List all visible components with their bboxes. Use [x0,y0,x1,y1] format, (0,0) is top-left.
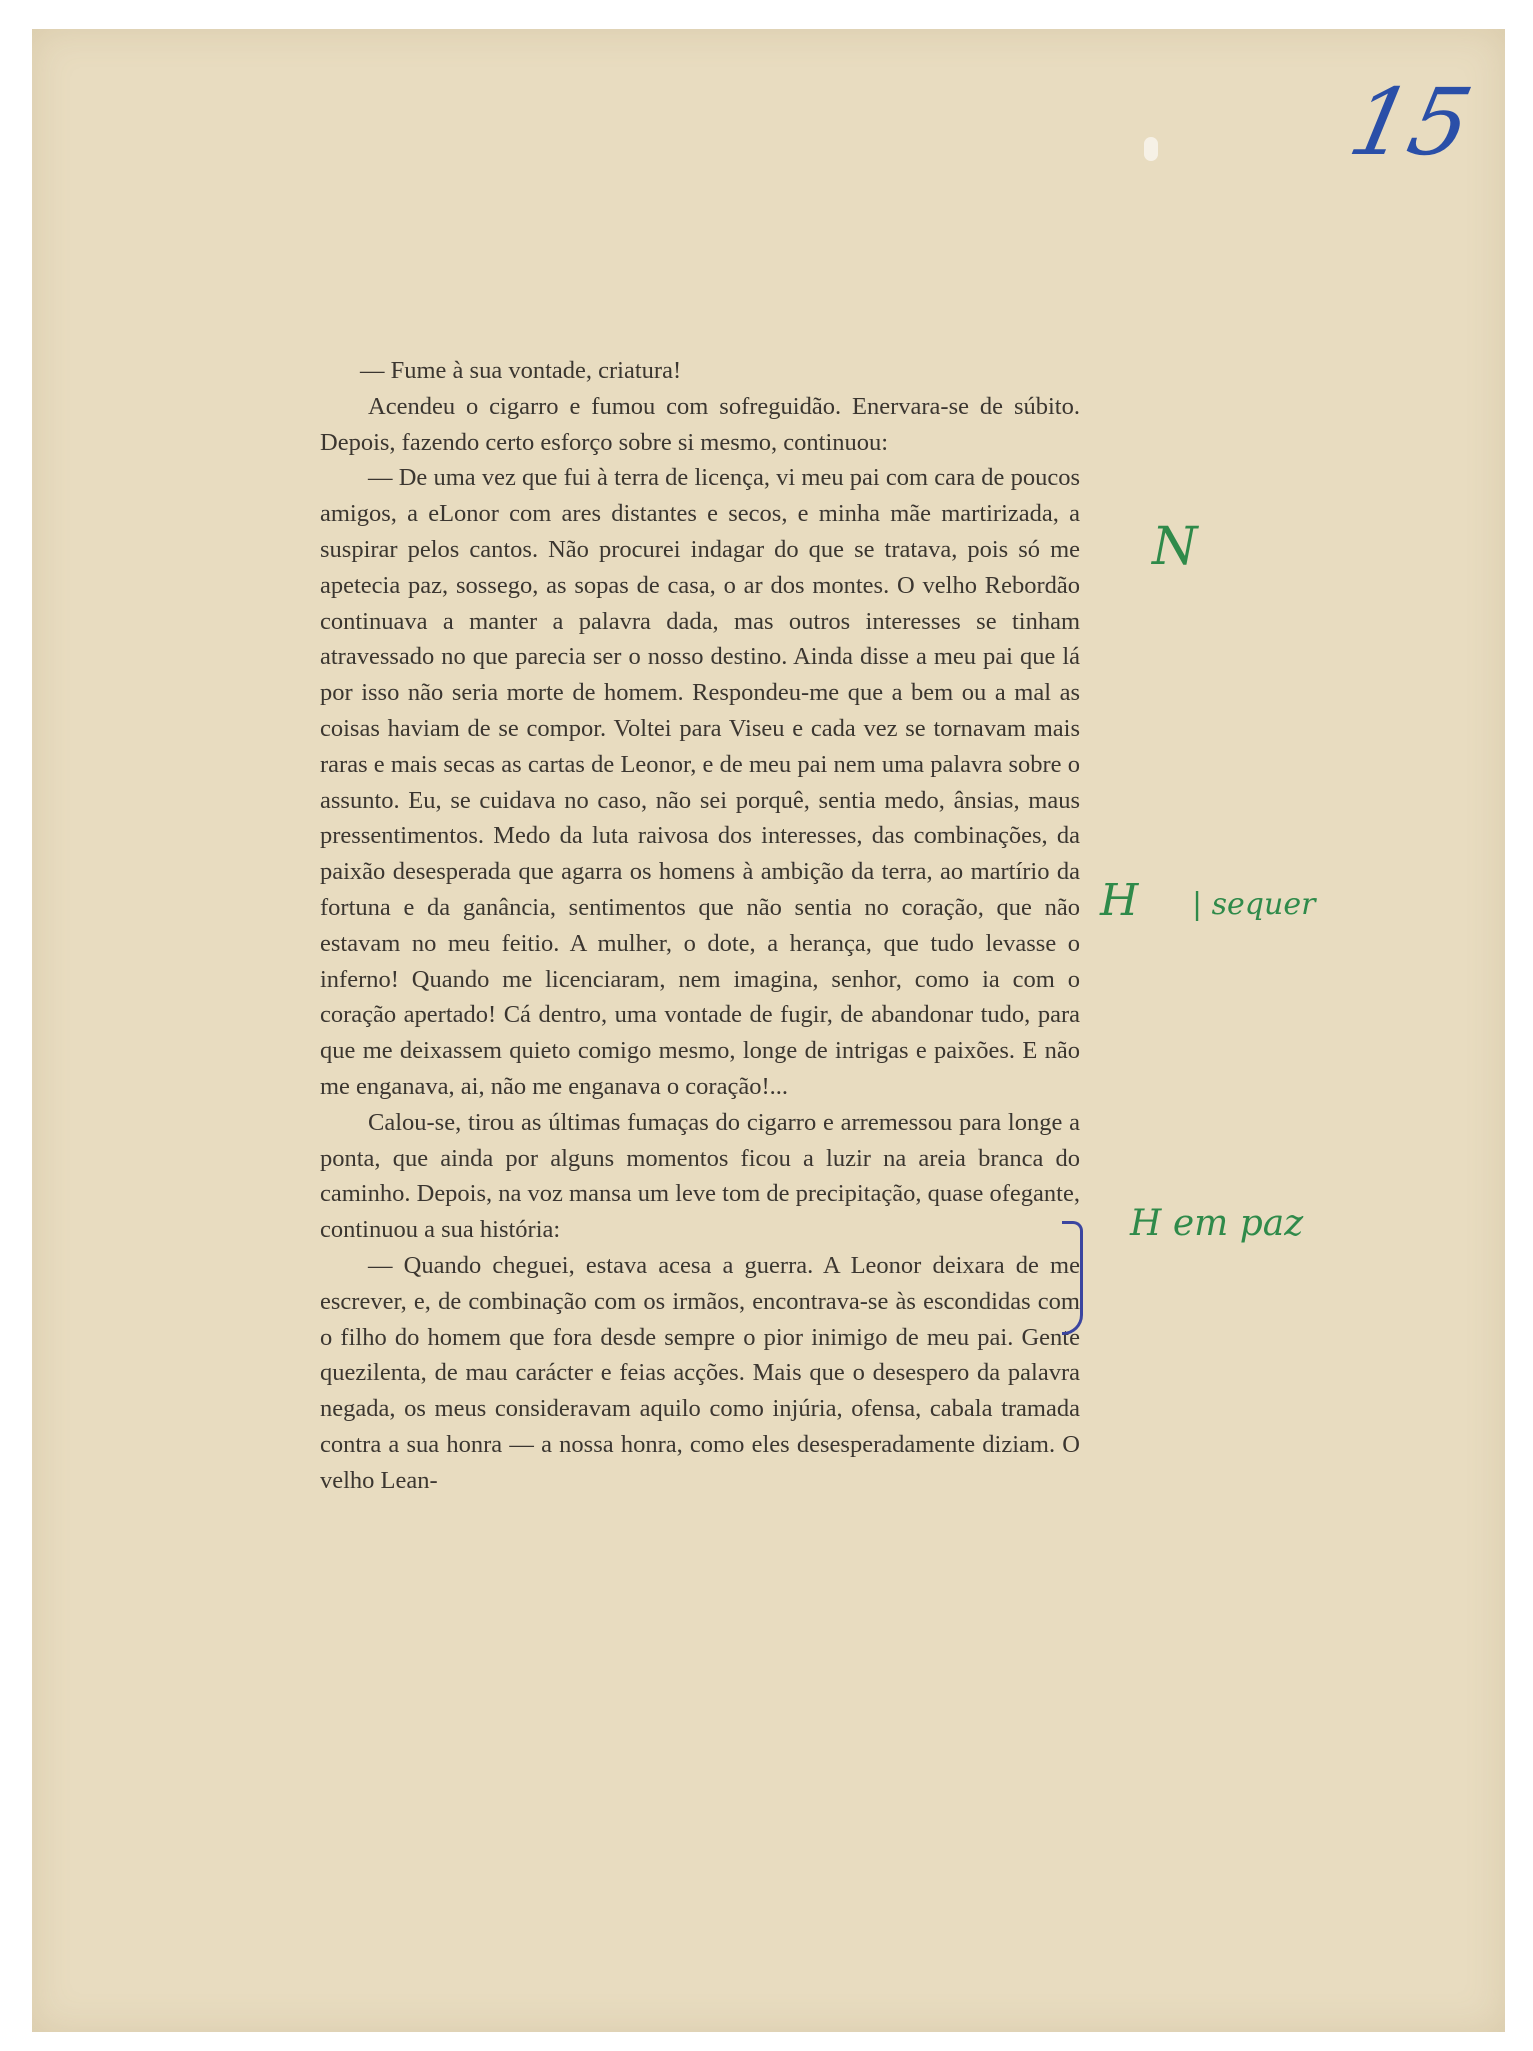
paragraph: Calou-se, tirou as últimas fumaças do cigarro e arremessou para longe a ponta, que ainda por alguns momentos ficou a luzir na areia branca do caminho. Depois, na voz mansa um leve tom de precipitação, quase ofegante, continuou a sua história: [320,1108,1080,1244]
margin-note: H em paz [1130,1203,1304,1244]
proofreading-bracket [1062,1221,1083,1335]
paragraph: — Fume à sua vontade, criatura! [360,357,682,384]
paper-hole [1144,137,1158,161]
paragraph: — De uma vez que fui à terra de licença, vi meu pai com cara de poucos amigos, a eLonor com ares distantes e secos, e minha mãe martirizada, a suspirar pelos cantos. Não procurei indagar do que se tratava, pois só me apetecia paz, sossego, as sopas de casa, o ar dos montes. O velho Rebordão continuava a manter a palavra dada, mas outros interesses se tinham atravessado no que parecia ser o nosso destino. Ainda disse a meu pai que lá por isso não seria morte de homem. Respondeu-me que a bem ou a mal as coisas haviam de se compor. Voltei para Viseu e cada vez se tornavam mais raras e mais secas as cartas de Leonor, e de meu pai nem uma palavra sobre o assunto. Eu, se cuidava no caso, não sei porquê, sentia medo, ânsias, maus pressentimentos. Medo da luta raivosa dos interesses, das combinações, da paixão desesperada que agarra os homens à ambição da terra, ao martírio da fortuna e da ganância, sentimentos que não sentia no coração, que não estavam no meu feitio. A mulher, o dote, a herança, que tudo levasse o inferno! Quando me licenciaram, nem imagina, senhor, como ia com o coração apertado! Cá dentro, uma vontade de fugir, de abandonar tudo, para que me deixassem quieto comigo mesmo, longe de intrigas e paixões. E não me enganava, ai, não me enganava o coração!... [320,464,1080,1100]
margin-note: N [1152,517,1198,577]
margin-note: H [1100,875,1139,926]
manuscript-page [32,29,1505,2032]
page-number: 15 [1340,69,1481,176]
body-text [320,353,1080,1499]
paragraph: — Quando cheguei, estava acesa a guerra. A Leonor deixara de me escrever, e, de combinação com os irmãos, encontrava-se às escondidas com o filho do homem que fora desde sempre o pior inimigo de meu pai. Gente quezilenta, de mau carácter e feias acções. Mais que o desespero da palavra negada, os meus consideravam aquilo como injúria, ofensa, cabala tramada contra a sua honra — a nossa honra, como eles desesperadamente diziam. O velho Lean- [320,1251,1080,1494]
paragraph: Acendeu o cigarro e fumou com sofreguidão. Enervara-se de súbito. Depois, fazendo certo esforço sobre si mesmo, continuou: [320,392,1080,456]
margin-note: | sequer [1192,887,1316,922]
